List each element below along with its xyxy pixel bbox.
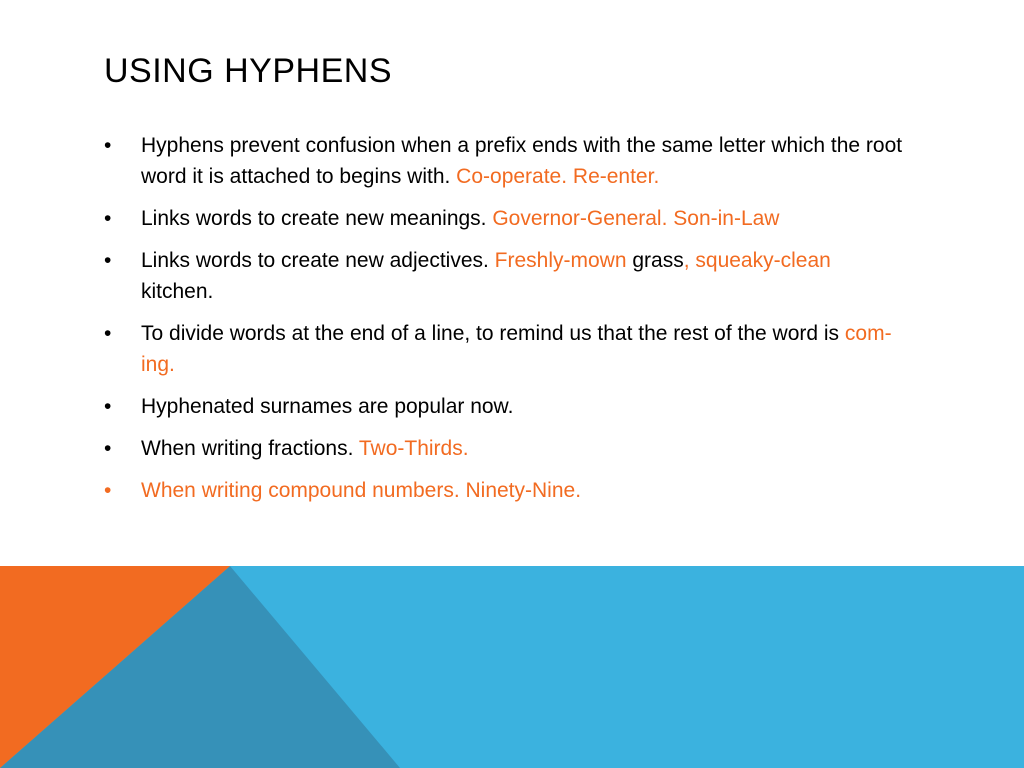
bullet-dot-icon: • bbox=[104, 479, 112, 502]
bullet-example: Governor-General. Son-in-Law bbox=[492, 207, 780, 230]
decorative-bottom-band bbox=[0, 566, 1024, 768]
bullet-item-prefix-confusion bbox=[104, 130, 904, 192]
bullet-item-new-adjectives bbox=[104, 245, 904, 307]
bullet-example: Co-operate. Re-enter. bbox=[456, 165, 660, 188]
bullet-dot-icon: • bbox=[104, 437, 112, 460]
bullet-text: kitchen. bbox=[141, 280, 214, 303]
bullet-example: Two-Thirds. bbox=[358, 437, 469, 460]
bullet-dot-icon: • bbox=[104, 249, 112, 272]
slide-title: USING HYPHENS bbox=[104, 52, 392, 90]
bullet-dot-icon: • bbox=[104, 322, 112, 345]
bullet-dot-icon: • bbox=[104, 134, 112, 157]
bullet-item-surnames bbox=[104, 391, 904, 422]
bullet-example: , squeaky-clean bbox=[683, 249, 831, 272]
bullet-item-line-division bbox=[104, 318, 904, 380]
bullet-text: Links words to create new adjectives. bbox=[141, 249, 495, 272]
bullet-text: When writing compound numbers. Ninety-Nine. bbox=[141, 479, 582, 502]
bullet-list bbox=[104, 130, 904, 517]
bullet-dot-icon: • bbox=[104, 207, 112, 230]
bullet-text: Hyphenated surnames are popular now. bbox=[141, 395, 514, 418]
bullet-item-new-meanings bbox=[104, 203, 904, 234]
bullet-item-fractions bbox=[104, 433, 904, 464]
bullet-example: Freshly-mown bbox=[494, 249, 627, 272]
bullet-item-compound-numbers bbox=[104, 475, 904, 506]
bullet-dot-icon: • bbox=[104, 395, 112, 418]
bullet-text: Links words to create new meanings. bbox=[141, 207, 493, 230]
bullet-text: grass bbox=[626, 249, 684, 272]
bullet-text: When writing fractions. bbox=[141, 437, 359, 460]
bullet-text: Hyphens prevent confusion when a prefix ends with the same letter which the root word it is attached to begins with. bbox=[141, 134, 903, 188]
bullet-example: com- ing. bbox=[141, 322, 892, 376]
bullet-text: To divide words at the end of a line, to remind us that the rest of the word is bbox=[141, 322, 845, 345]
